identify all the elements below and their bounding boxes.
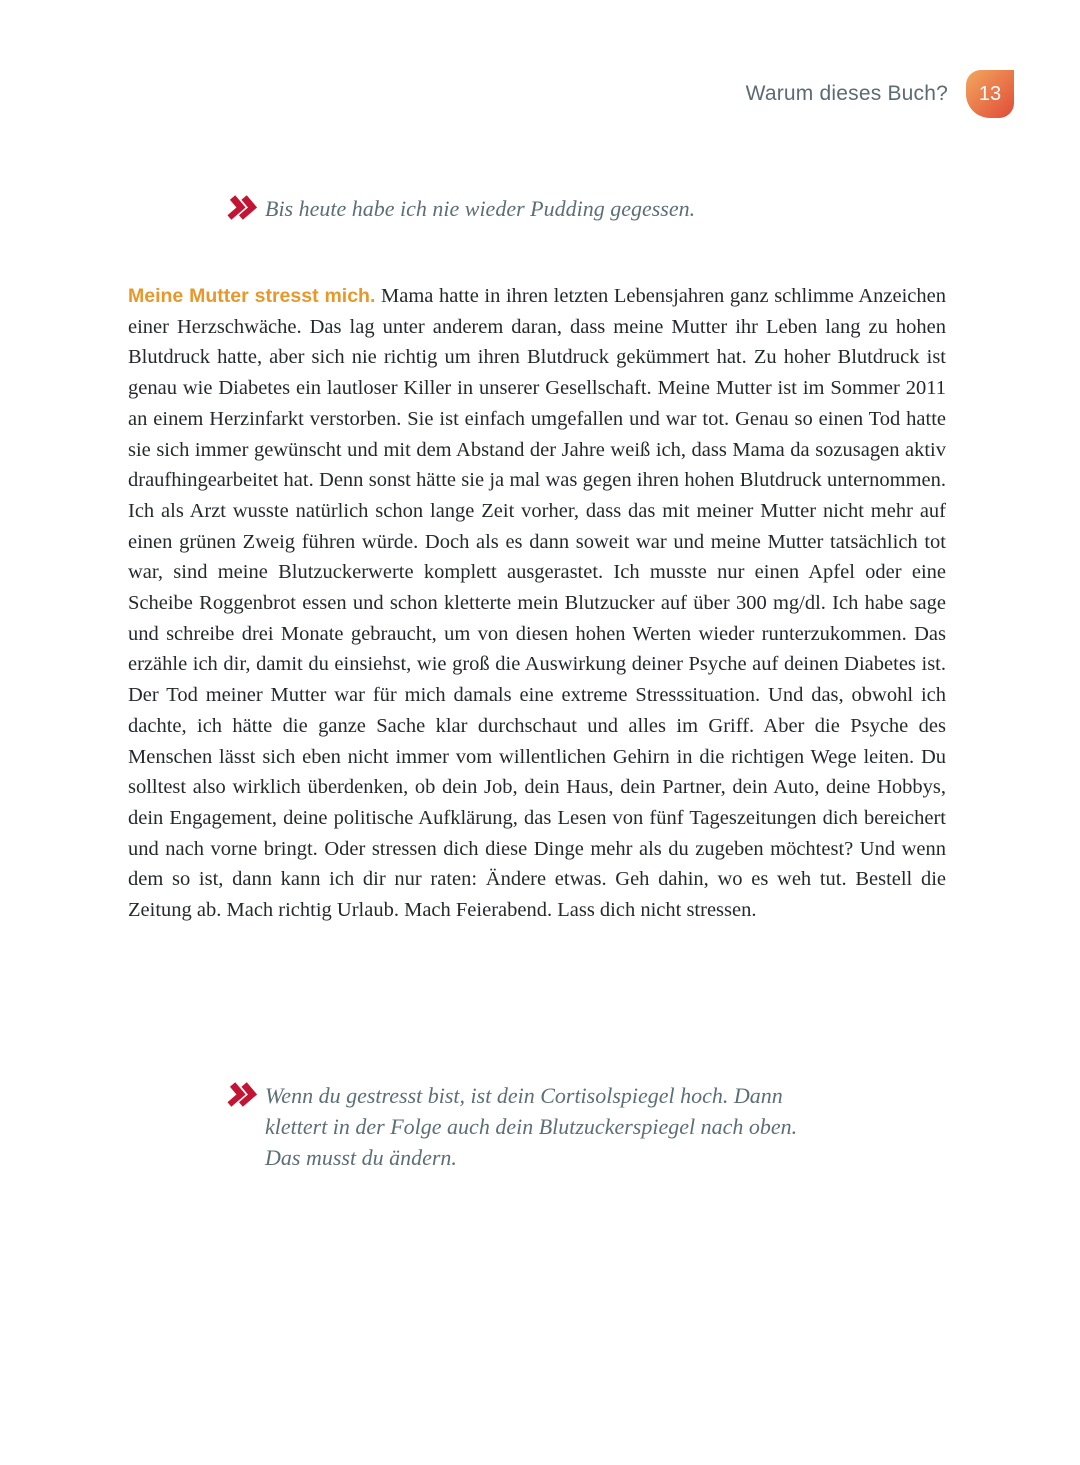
body-paragraph	[128, 281, 946, 926]
quote-line: Das musst du ändern.	[265, 1145, 457, 1170]
quote-line: Wenn du gestresst bist, ist dein Cortisolspiegel hoch. Dann	[265, 1083, 783, 1108]
page-header	[746, 70, 1014, 118]
paragraph-lead-in: Meine Mutter stresst mich.	[128, 285, 376, 307]
paragraph-text: Mama hatte in ihren letzten Lebensjahren ganz schlimme Anzeichen einer Herzschwäche. Das lag unter anderem daran, dass meine Mutter ihr Leben lang zu hohen Blutdruck hatte, aber sich nie richtig um ihren Blutdruck gekümmert hat. Zu hoher Blutdruck ist genau wie Diabetes ein lautloser Killer in unserer Gesellschaft. Meine Mutter ist im Sommer 2011 an einem Herzinfarkt verstorben. Sie ist einfach umgefallen und war tot. Genau so einen Tod hatte sie sich immer gewünscht und mit dem Abstand der Jahre weiß ich, dass Mama da sozusagen aktiv draufhingearbeitet hat. Denn sonst hätte sie ja mal was gegen ihren hohen Blutdruck unternommen. Ich als Arzt wusste natürlich schon lange Zeit vorher, dass das mit meiner Mutter nicht mehr auf einen grünen Zweig führen würde. Doch als es dann soweit war und meine Mutter tatsächlich tot war, sind meine Blutzuckerwerte komplett ausgerastet. Ich musste nur einen Apfel oder eine Scheibe Roggenbrot essen und schon kletterte mein Blutzucker auf über 300 mg/dl. Ich habe sage und schreibe drei Monate gebraucht, um von diesen hohen Werten wieder runterzukommen. Das erzähle ich dir, damit du einsiehst, wie groß die Auswirkung deiner Psyche auf deinen Diabetes ist. Der Tod meiner Mutter war für mich damals eine extreme Stresssituation. Und das, obwohl ich dachte, ich hätte die ganze Sache klar durchschaut und alles im Griff. Aber die Psyche des Menschen lässt sich eben nicht immer vom willentlichen Gehirn in die richtigen Wege leiten. Du solltest also wirklich überdenken, ob dein Job, dein Haus, dein Partner, dein Auto, deine Hobbys, dein Engagement, deine politische Aufklärung, das Lesen von fünf Tageszeitungen dich bereichert und nach vorne bringt. Oder stressen dich diese Dinge mehr als du zugeben möchtest? Und wenn dem so ist, dann kann ich dir nur raten: Ändere etwas. Geh dahin, wo es weh tut. Bestell die Zeitung ab. Mach richtig Urlaub. Mach Feierabend. Lass dich nicht stressen.	[128, 285, 947, 922]
pull-quote-top-text: Bis heute habe ich nie wieder Pudding gegessen.	[265, 196, 696, 221]
double-chevron-icon	[226, 1083, 258, 1106]
pull-quote-bottom-text	[265, 1080, 797, 1173]
pull-quote-top	[228, 193, 948, 224]
running-head-title: Warum dieses Buch?	[745, 82, 948, 105]
pull-quote-bottom	[228, 1080, 868, 1173]
page-number-badge	[966, 70, 1014, 118]
double-chevron-icon	[226, 196, 258, 219]
quote-line: klettert in der Folge auch dein Blutzuckerspiegel nach oben.	[265, 1114, 798, 1139]
page-number: 13	[978, 82, 1002, 105]
